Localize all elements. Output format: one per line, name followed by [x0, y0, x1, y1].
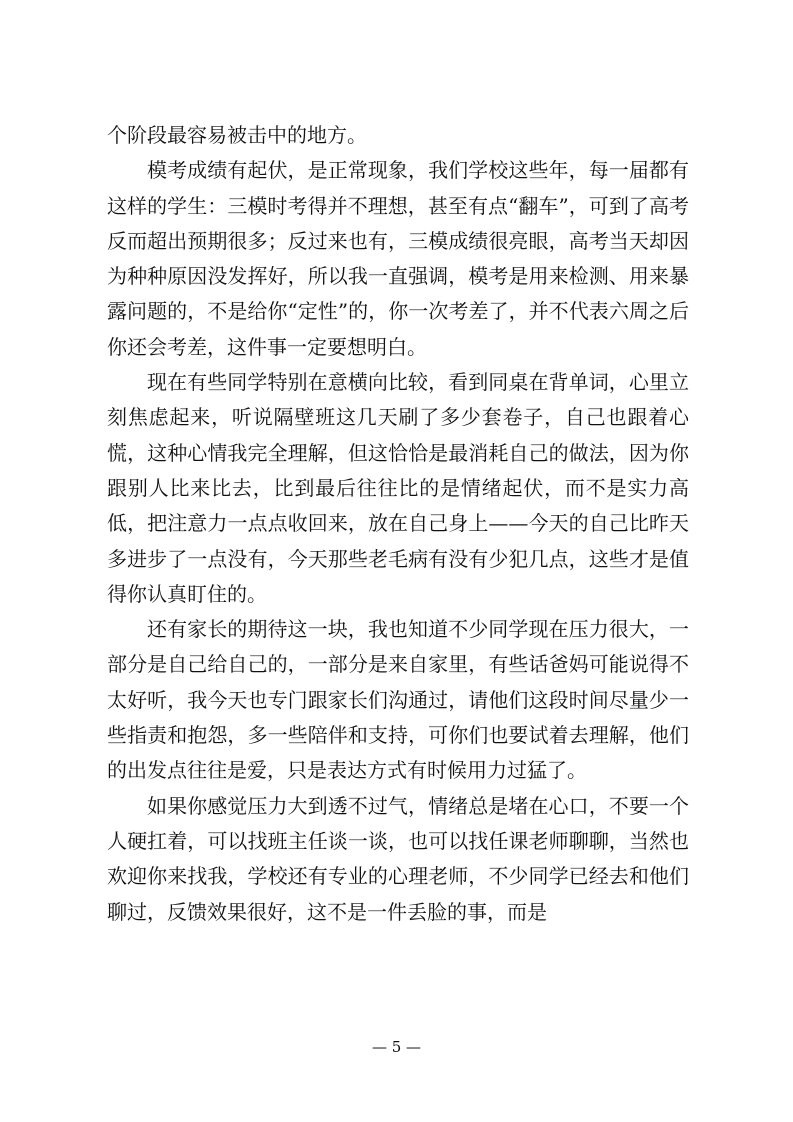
body-text: [107, 118, 689, 930]
paragraph-comparison: 现在有些同学特别在意横向比较，看到同桌在背单词，心里立刻焦虑起来，听说隔壁班这几天刷了多少套卷子，自己也跟着心慌，这种心情我完全理解，但这恰恰是最消耗自己的做法，因为你跟别人比来比去，比到最后往往比的是情绪起伏，而不是实力高低，把注意力一点点收回来，放在自己身上——今天的自己比昨天多进步了一点没有，今天那些老毛病有没有少犯几点，这些才是值得你认真盯住的。: [107, 370, 689, 606]
page-number: — 5 —: [371, 1038, 422, 1056]
paragraph-mock-exam: 模考成绩有起伏，是正常现象，我们学校这些年，每一届都有这样的学生：三模时考得并不理想，甚至有点“翻车”，可到了高考反而超出预期很多；反过来也有，三模成绩很亮眼，高考当天却因为种种原因没发挥好，所以我一直强调，模考是用来检测、用来暴露问题的，不是给你“定性”的，你一次考差了，并不代表六周之后你还会考差，这件事一定要想明白。: [107, 158, 689, 359]
paragraph-continuation: 个阶段最容易被击中的地方。: [107, 123, 367, 147]
paragraph-parents: 还有家长的期待这一块，我也知道不少同学现在压力很大，一部分是自己给自己的，一部分是来自家里，有些话爸妈可能说得不太好听，我今天也专门跟家长们沟通过，请他们这段时间尽量少一些指责和抱怨，多一些陪伴和支持，可你们也要试着去理解，他们的出发点往往是爱，只是表达方式有时候用力过猛了。: [107, 617, 689, 783]
paragraph-pressure: 如果你感觉压力大到透不过气，情绪总是堵在心口，不要一个人硬扛着，可以找班主任谈一谈，也可以找任课老师聊聊，当然也欢迎你来找我，学校还有专业的心理老师，不少同学已经去和他们聊过，反馈效果很好，这不是一件丢脸的事，而是: [107, 793, 689, 924]
